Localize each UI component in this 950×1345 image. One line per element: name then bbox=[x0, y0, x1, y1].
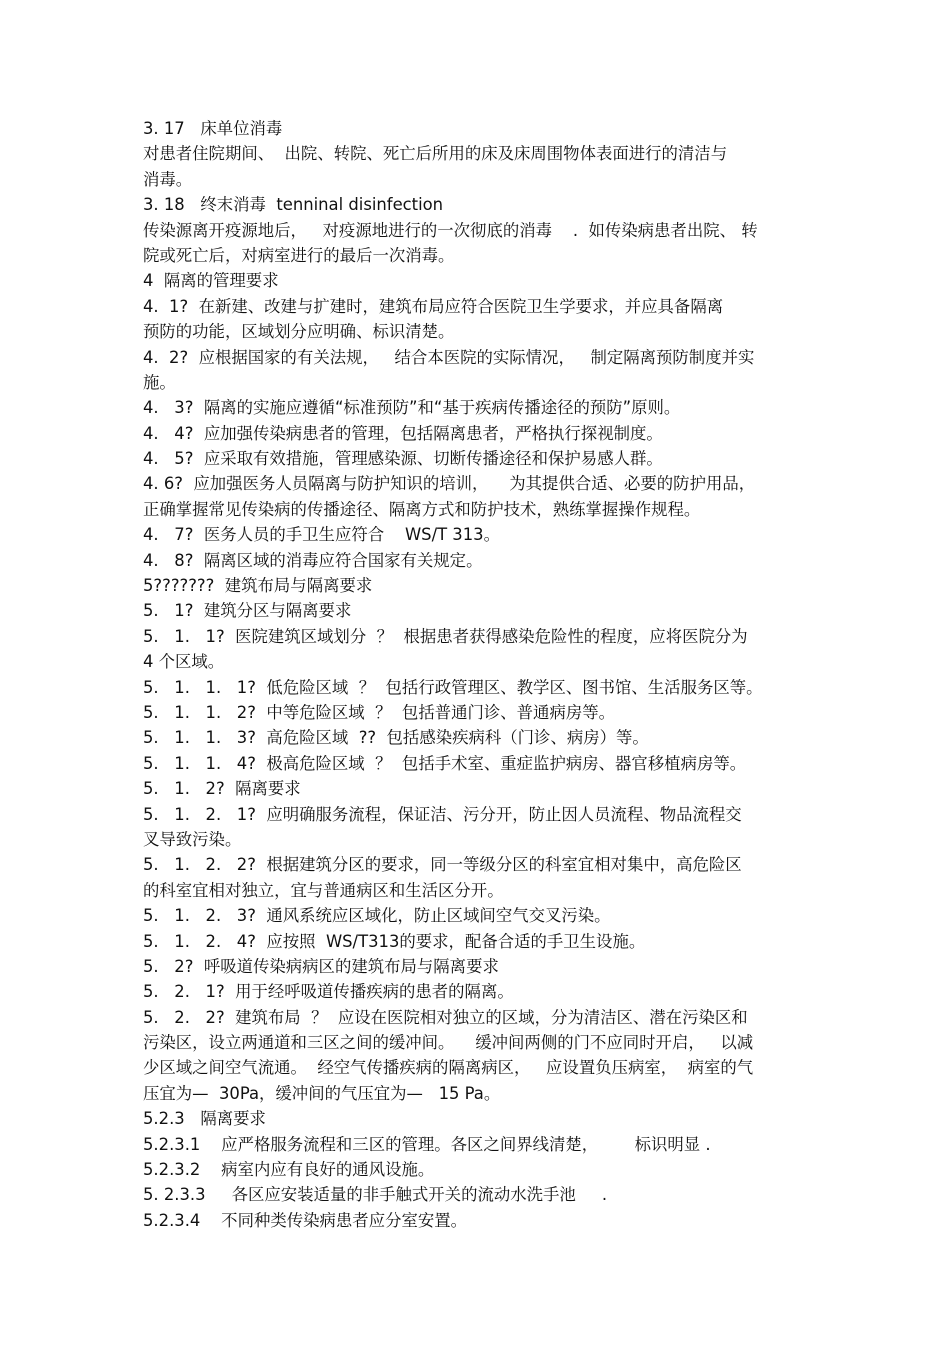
text-line: 叉导致污染。 bbox=[143, 829, 242, 849]
text-line: 5. 1. 1. 3? 高危险区域 ?? 包括感染疾病科（门诊、病房）等。 bbox=[143, 728, 649, 748]
text-line: 5. 1. 2. 4? 应按照 WS/T313的要求，配备合适的手卫生设施。 bbox=[143, 931, 646, 951]
document-body bbox=[143, 116, 823, 1233]
text-line: 5.2.3.4 不同种类传染病患者应分室安置。 bbox=[143, 1210, 468, 1230]
text-line: 5. 1. 1. 4? 极高危险区域 ？ 包括手术室、重症监护病房、器官移植病房等。 bbox=[143, 753, 747, 773]
text-line: 4. 2? 应根据国家的有关法规， 结合本医院的实际情况， 制定隔离预防制度并实 bbox=[143, 347, 755, 367]
text-line: 5. 1. 2. 3? 通风系统应区域化，防止区域间空气交叉污染。 bbox=[143, 906, 611, 926]
text-line: 5.2.3.2 病室内应有良好的通风设施。 bbox=[143, 1160, 435, 1180]
text-line: 4. 6? 应加强医务人员隔离与防护知识的培训， 为其提供合适、必要的防护用品， bbox=[143, 474, 756, 494]
section-heading: 5??????? 建筑布局与隔离要求 bbox=[143, 576, 373, 596]
text-line: 4. 4? 应加强传染病患者的管理，包括隔离患者，严格执行探视制度。 bbox=[143, 423, 663, 443]
text-line: 4. 3? 隔离的实施应遵循“标准预防”和“基于疾病传播途径的预防”原则。 bbox=[143, 398, 681, 418]
text-line: 5. 2.3.3 各区应安装适量的非手触式开关的流动水洗手池 . bbox=[143, 1185, 608, 1205]
text-line: 3. 18 终末消毒 tenninal disinfection bbox=[143, 195, 444, 215]
text-line: 少区域之间空气流通。 经空气传播疾病的隔离病区， 应设置负压病室， 病室的气 bbox=[143, 1058, 754, 1078]
text-line: 正确掌握常见传染病的传播途径、隔离方式和防护技术，熟练掌握操作规程。 bbox=[143, 499, 701, 519]
text-line: 4. 7? 医务人员的手卫生应符合 WS/T 313。 bbox=[143, 525, 500, 545]
text-line: 5. 1. 1? 医院建筑区域划分 ？ 根据患者获得感染危险性的程度，应将医院分为 bbox=[143, 626, 748, 646]
text-line: 5. 1? 建筑分区与隔离要求 bbox=[143, 601, 352, 621]
section-heading: 4 隔离的管理要求 bbox=[143, 271, 279, 291]
text-line: 3. 17 床单位消毒 bbox=[143, 119, 283, 138]
text-line: 5.2.3.1 应严格服务流程和三区的管理。各区之间界线清楚， 标识明显 . bbox=[143, 1134, 711, 1154]
text-line: 消毒。 bbox=[143, 169, 193, 189]
text-line: 5. 1. 2? 隔离要求 bbox=[143, 779, 301, 799]
text-line: 传染源离开疫源地后， 对疫源地进行的一次彻底的消毒 . 如传染病患者出院、 转 bbox=[143, 220, 758, 240]
text-line: 5. 2? 呼吸道传染病病区的建筑布局与隔离要求 bbox=[143, 956, 499, 976]
text-line: 5.2.3 隔离要求 bbox=[143, 1109, 266, 1129]
text-line: 院或死亡后，对病室进行的最后一次消毒。 bbox=[143, 245, 455, 265]
text-line: 4 个区域。 bbox=[143, 652, 225, 672]
text-line: 预防的功能，区域划分应明确、标识清楚。 bbox=[143, 322, 455, 342]
text-line: 污染区，设立两通道和三区之间的缓冲间。 缓冲间两侧的门不应同时开启， 以减 bbox=[143, 1033, 754, 1053]
text-line: 施。 bbox=[143, 372, 176, 392]
text-line: 4. 1? 在新建、改建与扩建时，建筑布局应符合医院卫生学要求，并应具备隔离 bbox=[143, 296, 724, 316]
text-line: 5. 1. 2. 1? 应明确服务流程，保证洁、污分开，防止因人员流程、物品流程交 bbox=[143, 804, 742, 824]
text-line: 5. 2. 1? 用于经呼吸道传播疾病的患者的隔离。 bbox=[143, 982, 514, 1002]
text-line: 4. 8? 隔离区域的消毒应符合国家有关规定。 bbox=[143, 550, 483, 570]
text-line: 5. 1. 2. 2? 根据建筑分区的要求，同一等级分区的科室宜相对集中，高危险区 bbox=[143, 855, 742, 875]
text-line: 对患者住院期间、 出院、转院、死亡后所用的床及床周围物体表面进行的清洁与 bbox=[143, 144, 728, 164]
text-line: 4. 5? 应采取有效措施，管理感染源、切断传播途径和保护易感人群。 bbox=[143, 449, 663, 469]
text-line: 压宜为— 30Pa，缓冲间的气压宜为— 15 Pa。 bbox=[143, 1083, 501, 1103]
text-line: 5. 1. 1. 2? 中等危险区域 ？ 包括普通门诊、普通病房等。 bbox=[143, 702, 616, 722]
text-line: 5. 1. 1. 1? 低危险区域 ？ 包括行政管理区、教学区、图书馆、生活服务区等。 bbox=[143, 677, 763, 697]
text-line: 5. 2. 2? 建筑布局 ？ 应设在医院相对独立的区域，分为清洁区、潜在污染区和 bbox=[143, 1007, 748, 1027]
text-line: 的科室宜相对独立，宜与普通病区和生活区分开。 bbox=[143, 880, 504, 900]
